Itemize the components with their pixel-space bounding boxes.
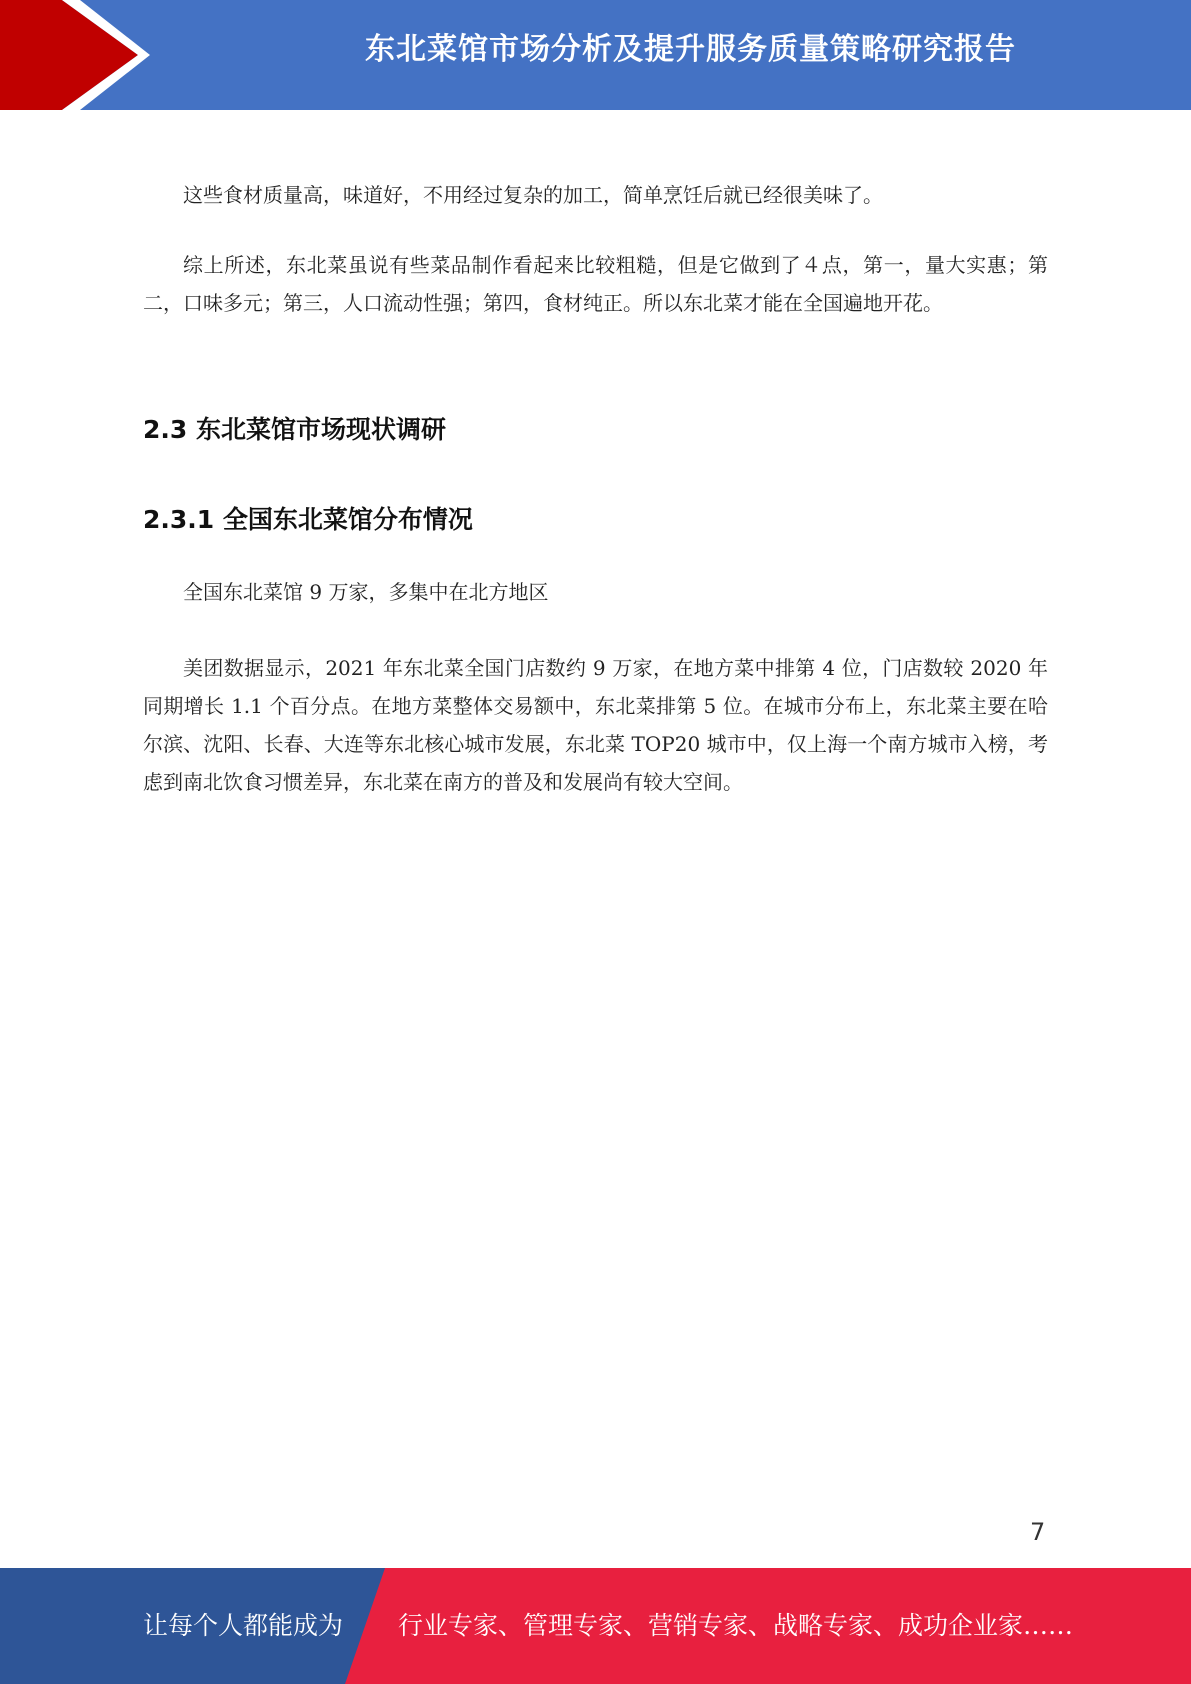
section-heading-2-3: 2.3 东北菜馆市场现状调研 [143, 415, 446, 444]
header-chevron-decoration [0, 0, 160, 110]
page-footer [0, 1568, 1191, 1684]
footer-slogan-left: 让每个人都能成为 [143, 1611, 344, 1640]
page-number: 7 [1030, 1518, 1046, 1546]
paragraph-ingredients: 这些食材质量高，味道好，不用经过复杂的加工，简单烹饪后就已经很美味了。 [183, 183, 883, 207]
page-header [0, 0, 1191, 110]
header-title: 东北菜馆市场分析及提升服务质量策略研究报告 [365, 32, 1016, 67]
footer-slogan-right: 行业专家、管理专家、营销专家、战略专家、成功企业家…… [398, 1611, 1074, 1640]
paragraph-summary: 综上所述，东北菜虽说有些菜品制作看起来比较粗糙，但是它做到了４点，第一，量大实惠；第二，口味多元；第三，人口流动性强；第四，食材纯正。所以东北菜才能在全国遍地开花。 [143, 253, 1048, 315]
paragraph-store-count: 全国东北菜馆 9 万家，多集中在北方地区 [183, 580, 549, 604]
paragraph-meituan-data: 美团数据显示，2021 年东北菜全国门店数约 9 万家，在地方菜中排第 4 位，门店数较 2020 年同期增长 1.1 个百分点。在地方菜整体交易额中，东北菜排第 5 位。在城市分布上，东北菜主要在哈尔滨、沈阳、长春、大连等东北核心城市发展，东北菜 TOP20 城市中，仅上海一个南方城市入榜，考虑到南北饮食习惯差异，东北菜在南方的普及和发展尚有较大空间。 [143, 656, 1048, 794]
section-heading-2-3-1: 2.3.1 全国东北菜馆分布情况 [143, 505, 473, 534]
